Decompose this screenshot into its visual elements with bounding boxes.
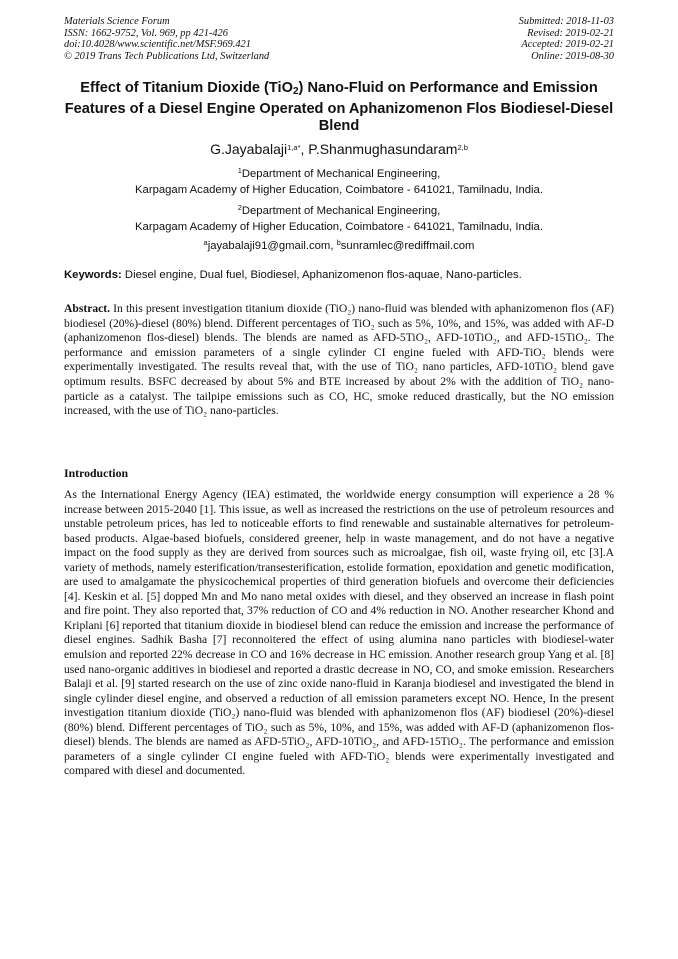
journal-name: Materials Science Forum — [64, 16, 170, 27]
submission-dates — [519, 16, 614, 62]
affiliation: $^1$Department of Mechanical Engineering, Karpagam Academy of Higher Education, Coimbatore - 641021, Tamilnadu, India. — [135, 166, 543, 196]
paper-title: Effect of Titanium Dioxide (TiO$_2$) Nano-Fluid on Performance and Emission Features of a Diesel Engine Operated on Aphanizomenon Flos Biodiesel-Diesel Blend — [64, 80, 614, 135]
accepted-date: Accepted: 2019-02-21 — [521, 39, 614, 51]
doi-line: doi:10.4028/www.scientific.net/MSF.969.421 — [64, 39, 251, 51]
author-name: G.Jayabalaji — [210, 141, 288, 157]
revised-date: Revised: 2019-02-21 — [527, 27, 614, 39]
journal-info — [64, 16, 269, 62]
section-heading: Introduction — [64, 466, 129, 480]
keywords-label: Keywords: — [64, 269, 122, 281]
submitted-date: Submitted: 2018-11-03 — [518, 16, 614, 27]
abstract-text: In this present investigation titanium dioxide (TiO₂) nano-fluid was blended with aphanizomenon flos (AF) biodiesel (20%)-diesel (80%) blend. Different percentages of TiO₂ such as 5%, 10%, and 15%, was added with AF-D (aphanizomenon flos-diesel) blends. The blends are named as AFD-5TiO₂, AFD-10TiO₂, and AFD-15TiO₂. The performance and emission parameters of a single cylinder CI engine fueled with AFD-TiO₂ blends were experimentally investigated. The results reveal that, with the use of TiO₂ nano particles, AFD-10TiO₂ blend gave optimum results. BSFC decreased by about 5% and BTE increased by about 2% with the addition of TiO₂ nano-particle as a catalyst. The tailpipe emissions such as CO, HC, smoke reduced drastically, but the NO emission increased, with the use of TiO₂ nano-particles. — [64, 302, 614, 418]
affiliation: $^2$Department of Mechanical Engineering, Karpagam Academy of Higher Education, Coimbatore - 641021, Tamilnadu, India. — [135, 203, 543, 233]
abstract-label: Abstract. — [64, 302, 111, 315]
copyright-line: © 2019 Trans Tech Publications Ltd, Switzerland — [64, 50, 270, 62]
abstract — [64, 302, 614, 419]
introduction-text: As the International Energy Agency (IEA) estimated, the worldwide energy consumption will experience a 28 % increase between 2015-2040 [1]. This issue, as well as increased the restrictions on the use of petroleum resources and unstable petroleum prices, has led to noticeable efforts to find renewable and sustainable alternatives for petroleum-based products. Algae-based biofuels, considered greener, help in waste management, and do not have a negative impact on the food supply as they are derived from sources such as microalgae, fish oil, waste frying oil, etc [3].A variety of methods, namely esterification/transesterification, estolide formation, epoxidation and genetic modification, are used to amalgamate the physicochemical properties of third generation biofuels and overcome their deficiencies [4]. Keskin et al. [5] dopped Mn and Mo nano metal oxides with diesel, and they observed an increase in flash point and fire point. They also reported that, 37% reduction of CO and 4% reduction in NO. Another researcher Khond and Kriplani [6] reported that titanium dioxide in biodiesel blend can reduce the emission and increase the performance of diesel engines. Sadhik Basha [7] reconnoitered the effect of using alumina nano particles with biodiesel-water emulsion and reported 22% decrease in CO and 16% decrease in HC emission. Another research group Yang et al. [8] used nano-organic additives in biodiesel and reported a drastic decrease in NO, CO, and smoke emission. Researchers Balaji et al. [9] started research on the use of zinc oxide nano-fluid in Karanja biodiesel and investigated the blend in single cylinder diesel engine, and observed a reduction of all emission parameters except NO. Hence, In the present investigation titanium dioxide (TiO₂) nano-fluid was blended with aphanizomenon flos (AF) biodiesel (20%)-diesel (80%) blend. Different percentages of TiO₂ such as 5%, 10%, and 15%, was added with AF-D (aphanizomenon flos-diesel) blends. The blends are named as AFD-5TiO₂, AFD-10TiO₂, and AFD-15TiO₂. The performance and emission parameters of a single cylinder CI engine fueled with AFD-TiO₂ blends were experimentally investigated and compared with diesel and documented. — [64, 488, 614, 778]
issn-line: ISSN: 1662-9752, Vol. 969, pp 421-426 — [64, 27, 228, 39]
keywords — [64, 268, 614, 283]
email-link[interactable]: jayabalaji91@gmail.com, — [207, 240, 337, 252]
email-link[interactable]: sunramlec@rediffmail.com — [340, 240, 475, 252]
author-list: G.Jayabalaji$^{1,a*}$, P.Shanmughasundaram$^{2,b}$ — [210, 141, 468, 157]
keywords-text: Diesel engine, Dual fuel, Biodiesel, Aphanizomenon flos-aquae, Nano-particles. — [121, 269, 522, 281]
online-date: Online: 2019-08-30 — [531, 50, 614, 62]
author-name: P.Shanmughasundaram — [308, 141, 458, 157]
author-emails: $^a$jayabalaji91@gmail.com, $^b$sunramlec@rediffmail.com — [203, 238, 475, 252]
